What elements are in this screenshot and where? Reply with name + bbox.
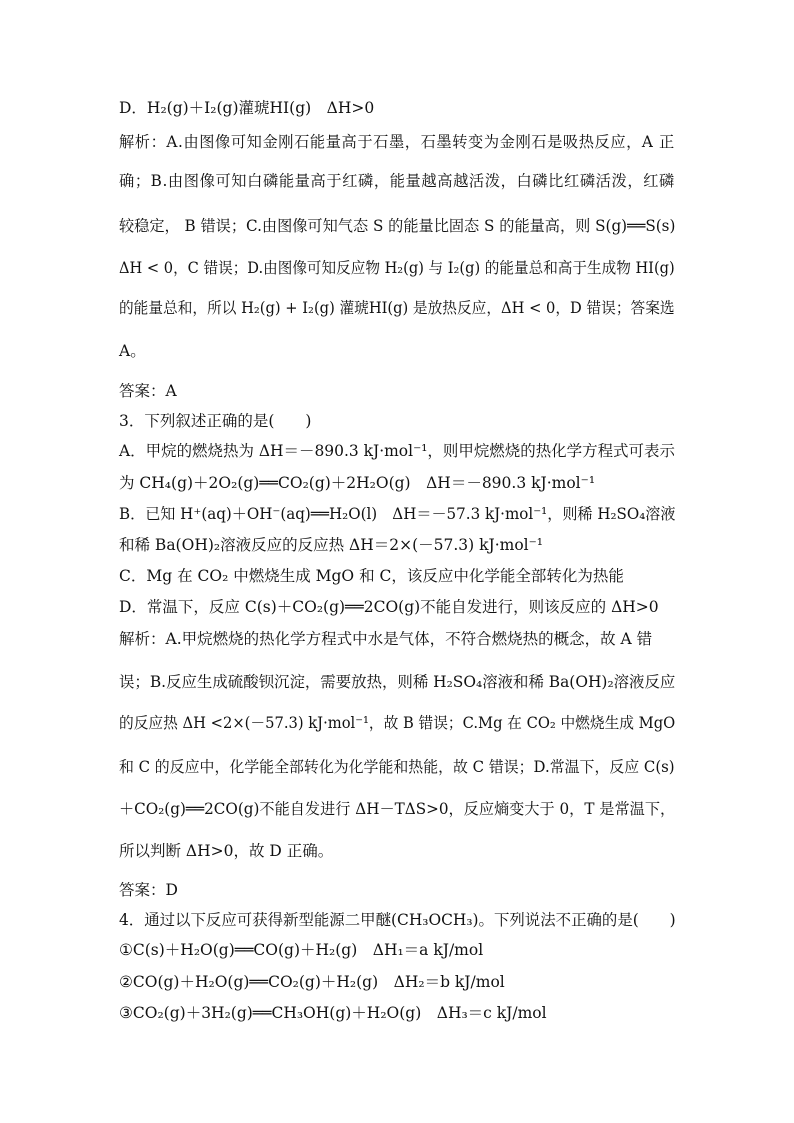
analysis-line: 和 C 的反应中，化学能全部转化为化学能和热能，故 C 错误；D.常温下，反应 C(s) bbox=[119, 758, 675, 776]
analysis-line: 所以判断 ΔH>0，故 D 正确。 bbox=[119, 842, 334, 860]
analysis-line: ΔH < 0，C 错误；D.由图像可知反应物 H₂(g) 与 I₂(g) 的能量总和高于生成物 HI(g) bbox=[119, 259, 675, 277]
analysis-line: 解析：A.甲烷燃烧的热化学方程式中水是气体，不符合燃烧热的概念，故 A 错 bbox=[119, 630, 653, 648]
answer-line: 答案：D bbox=[119, 881, 178, 899]
analysis-line: 解析：A.由图像可知金刚石能量高于石墨，石墨转变为金刚石是吸热反应，A 正 bbox=[119, 133, 675, 151]
reaction-line: ①C(s)＋H₂O(g)══CO(g)＋H₂(g) ΔH₁＝a kJ/mol bbox=[119, 941, 484, 959]
analysis-line: 的能量总和，所以 H₂(g) + I₂(g) 灌琥HI(g) 是放热反应，ΔH < 0，D 错误；答案选 bbox=[119, 299, 675, 317]
analysis-line: 较稳定， B 错误；C.由图像可知气态 S 的能量比固态 S 的能量高，则 S(g)══S(s) bbox=[119, 217, 676, 235]
question-stem: 4．通过以下反应可获得新型能源二甲醚(CH₃OCH₃)。下列说法不正确的是( ) bbox=[119, 911, 676, 929]
option-d-line: D．H₂(g)＋I₂(g)灌琥HI(g) ΔH>0 bbox=[119, 99, 375, 117]
reaction-line: ③CO₂(g)＋3H₂(g)══CH₃OH(g)＋H₂O(g) ΔH₃＝c kJ/mol bbox=[119, 1004, 547, 1022]
option-a-line: 为 CH₄(g)＋2O₂(g)══CO₂(g)＋2H₂O(g) ΔH＝－890.3 kJ·mol⁻¹ bbox=[119, 474, 596, 492]
question-stem: 3．下列叙述正确的是( ) bbox=[119, 412, 312, 430]
option-b-line: 和稀 Ba(OH)₂溶液反应的反应热 ΔH＝2×(－57.3) kJ·mol⁻¹ bbox=[119, 536, 544, 554]
answer-line: 答案：A bbox=[119, 382, 177, 400]
analysis-line: 误；B.反应生成硫酸钡沉淀，需要放热，则稀 H₂SO₄溶液和稀 Ba(OH)₂溶液反应 bbox=[119, 673, 676, 691]
option-b-line: B．已知 H⁺(aq)＋OH⁻(aq)══H₂O(l) ΔH＝－57.3 kJ·mol⁻¹，则稀 H₂SO₄溶液 bbox=[119, 505, 676, 523]
option-c-line: C．Mg 在 CO₂ 中燃烧生成 MgO 和 C，该反应中化学能全部转化为热能 bbox=[119, 567, 624, 585]
analysis-line: A。 bbox=[119, 342, 146, 360]
reaction-line: ②CO(g)＋H₂O(g)══CO₂(g)＋H₂(g) ΔH₂＝b kJ/mol bbox=[119, 973, 505, 991]
option-d-line: D．常温下，反应 C(s)＋CO₂(g)══2CO(g)不能自发进行，则该反应的 ΔH>0 bbox=[119, 598, 659, 616]
analysis-line: 确；B.由图像可知白磷能量高于红磷，能量越高越活泼，白磷比红磷活泼，红磷 bbox=[119, 172, 675, 190]
option-a-line: A．甲烷的燃烧热为 ΔH＝－890.3 kJ·mol⁻¹，则甲烷燃烧的热化学方程式可表示 bbox=[119, 442, 675, 460]
analysis-line: 的反应热 ΔH <2×(－57.3) kJ·mol⁻¹，故 B 错误；C.Mg 在 CO₂ 中燃烧生成 MgO bbox=[119, 714, 676, 732]
analysis-line: ＋CO₂(g)══2CO(g)不能自发进行 ΔH－TΔS>0，反应熵变大于 0，T 是常温下， bbox=[119, 800, 676, 818]
